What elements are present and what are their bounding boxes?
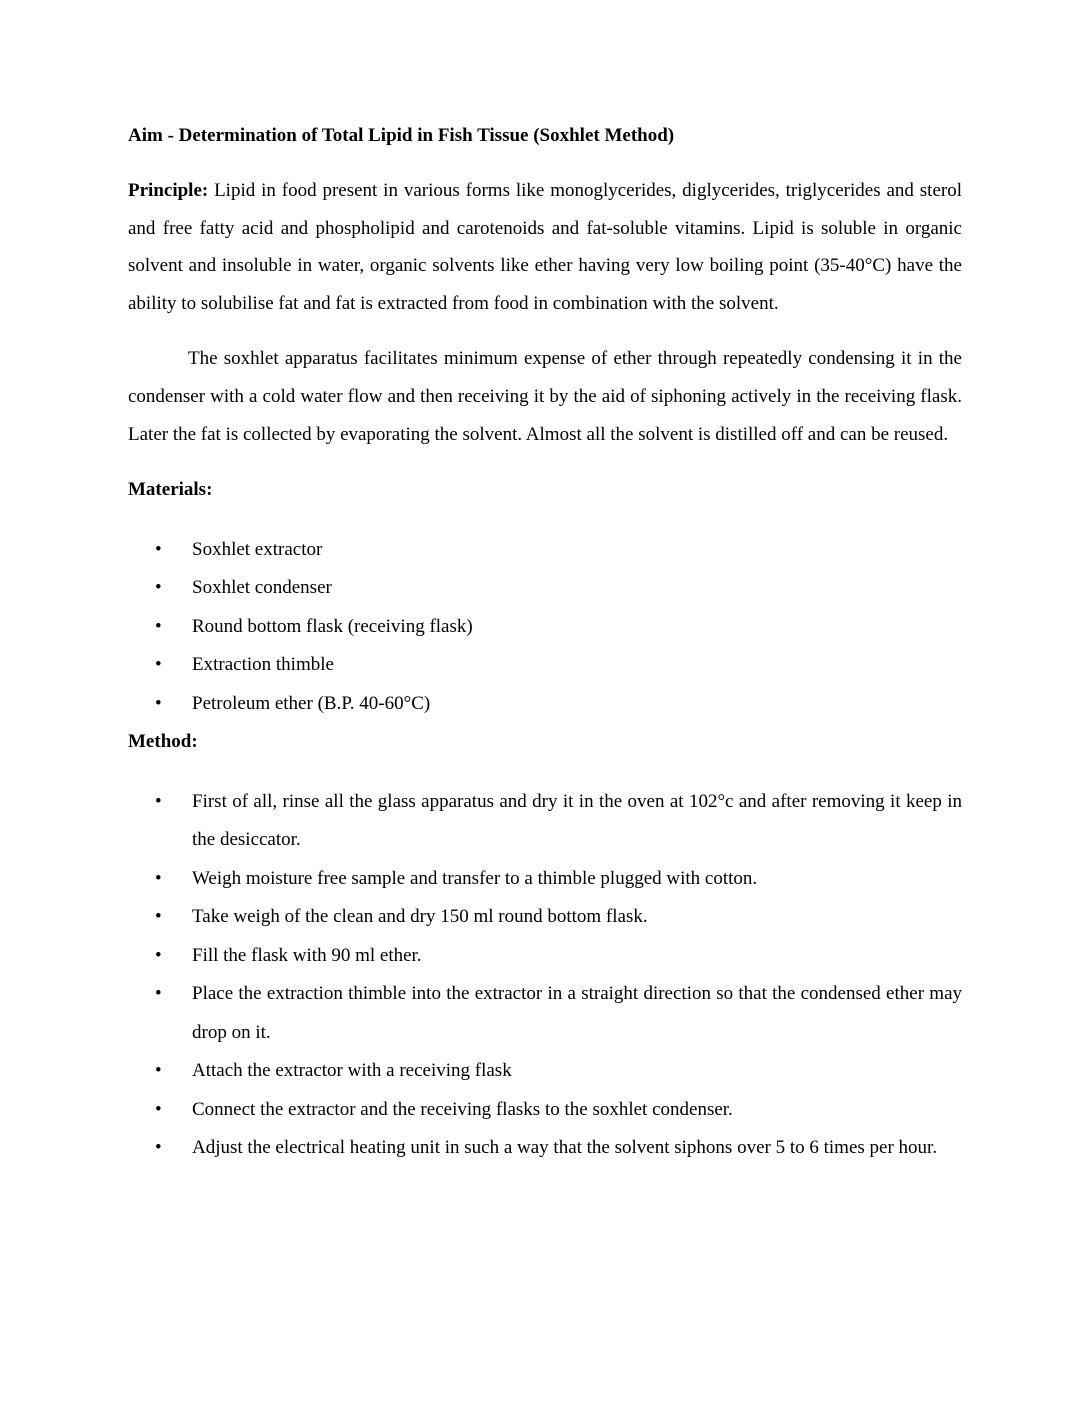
list-item-text: Petroleum ether (B.P. 40-60°C) [192, 692, 431, 714]
bullet-icon: • [155, 577, 162, 599]
list-item-text: Fill the flask with 90 ml ether. [192, 944, 422, 966]
list-item [128, 646, 962, 685]
materials-heading: Materials: [128, 479, 213, 501]
principle-paragraph [128, 172, 962, 322]
list-item [128, 531, 962, 570]
list-item [128, 860, 962, 899]
list-item-text: Take weigh of the clean and dry 150 ml round bottom flask. [192, 906, 648, 928]
method-list [128, 783, 962, 1168]
bullet-icon: • [155, 538, 162, 560]
bullet-icon: • [155, 1060, 162, 1082]
principle-text: Lipid in food present in various forms like monoglycerides, diglycerides, triglycerides and sterol and free fatty acid and phospholipid and carotenoids and fat-soluble vitamins. Lipid is soluble in organic solvent and insoluble in water, organic solvents like ether having very low boiling point (35-40°C) have the ability to solubilise fat and fat is extracted from food in combination with the solvent. [128, 180, 962, 314]
bullet-icon: • [155, 983, 162, 1005]
list-item-text: Round bottom flask (receiving flask) [192, 615, 473, 637]
list-item-text: Connect the extractor and the receiving flasks to the soxhlet condenser. [192, 1098, 733, 1120]
bullet-icon: • [155, 906, 162, 928]
materials-list [128, 531, 962, 724]
list-item [128, 898, 962, 937]
list-item [128, 569, 962, 608]
list-item-text: Weigh moisture free sample and transfer to a thimble plugged with cotton. [192, 867, 758, 889]
list-item-text: Place the extraction thimble into the extractor in a straight direction so that the condensed ether may drop on it. [192, 983, 962, 1043]
list-item-text: First of all, rinse all the glass apparatus and dry it in the oven at 102°c and after removing it keep in the desiccator. [192, 790, 962, 851]
list-item-text: Attach the extractor with a receiving flask [192, 1060, 512, 1082]
list-item-text: Soxhlet extractor [192, 538, 323, 560]
list-item [128, 937, 962, 976]
bullet-icon: • [155, 692, 162, 714]
bullet-icon: • [155, 944, 162, 966]
list-item [128, 1129, 962, 1168]
list-item-text: Extraction thimble [192, 654, 334, 676]
list-item [128, 685, 962, 724]
document-title: Aim - Determination of Total Lipid in Fish Tissue (Soxhlet Method) [128, 125, 675, 146]
bullet-icon: • [155, 1137, 162, 1159]
list-item [128, 783, 962, 860]
bullet-icon: • [155, 867, 162, 889]
soxhlet-description-paragraph: The soxhlet apparatus facilitates minimum expense of ether through repeatedly condensing it in the condenser with a cold water flow and then receiving it by the aid of siphoning actively in the receiving flask. Later the fat is collected by evaporating the solvent. Almost all the solvent is distilled off and can be reused. [128, 348, 962, 445]
method-heading: Method: [128, 731, 198, 753]
principle-label: Principle: [128, 180, 209, 201]
list-item [128, 1052, 962, 1091]
list-item-text: Soxhlet condenser [192, 577, 332, 599]
bullet-icon: • [155, 654, 162, 676]
list-item [128, 975, 962, 1052]
bullet-icon: • [155, 615, 162, 637]
list-item [128, 608, 962, 647]
list-item-text: Adjust the electrical heating unit in such a way that the solvent siphons over 5 to 6 times per hour. [192, 1137, 938, 1159]
list-item [128, 1091, 962, 1130]
bullet-icon: • [155, 790, 162, 812]
bullet-icon: • [155, 1098, 162, 1120]
